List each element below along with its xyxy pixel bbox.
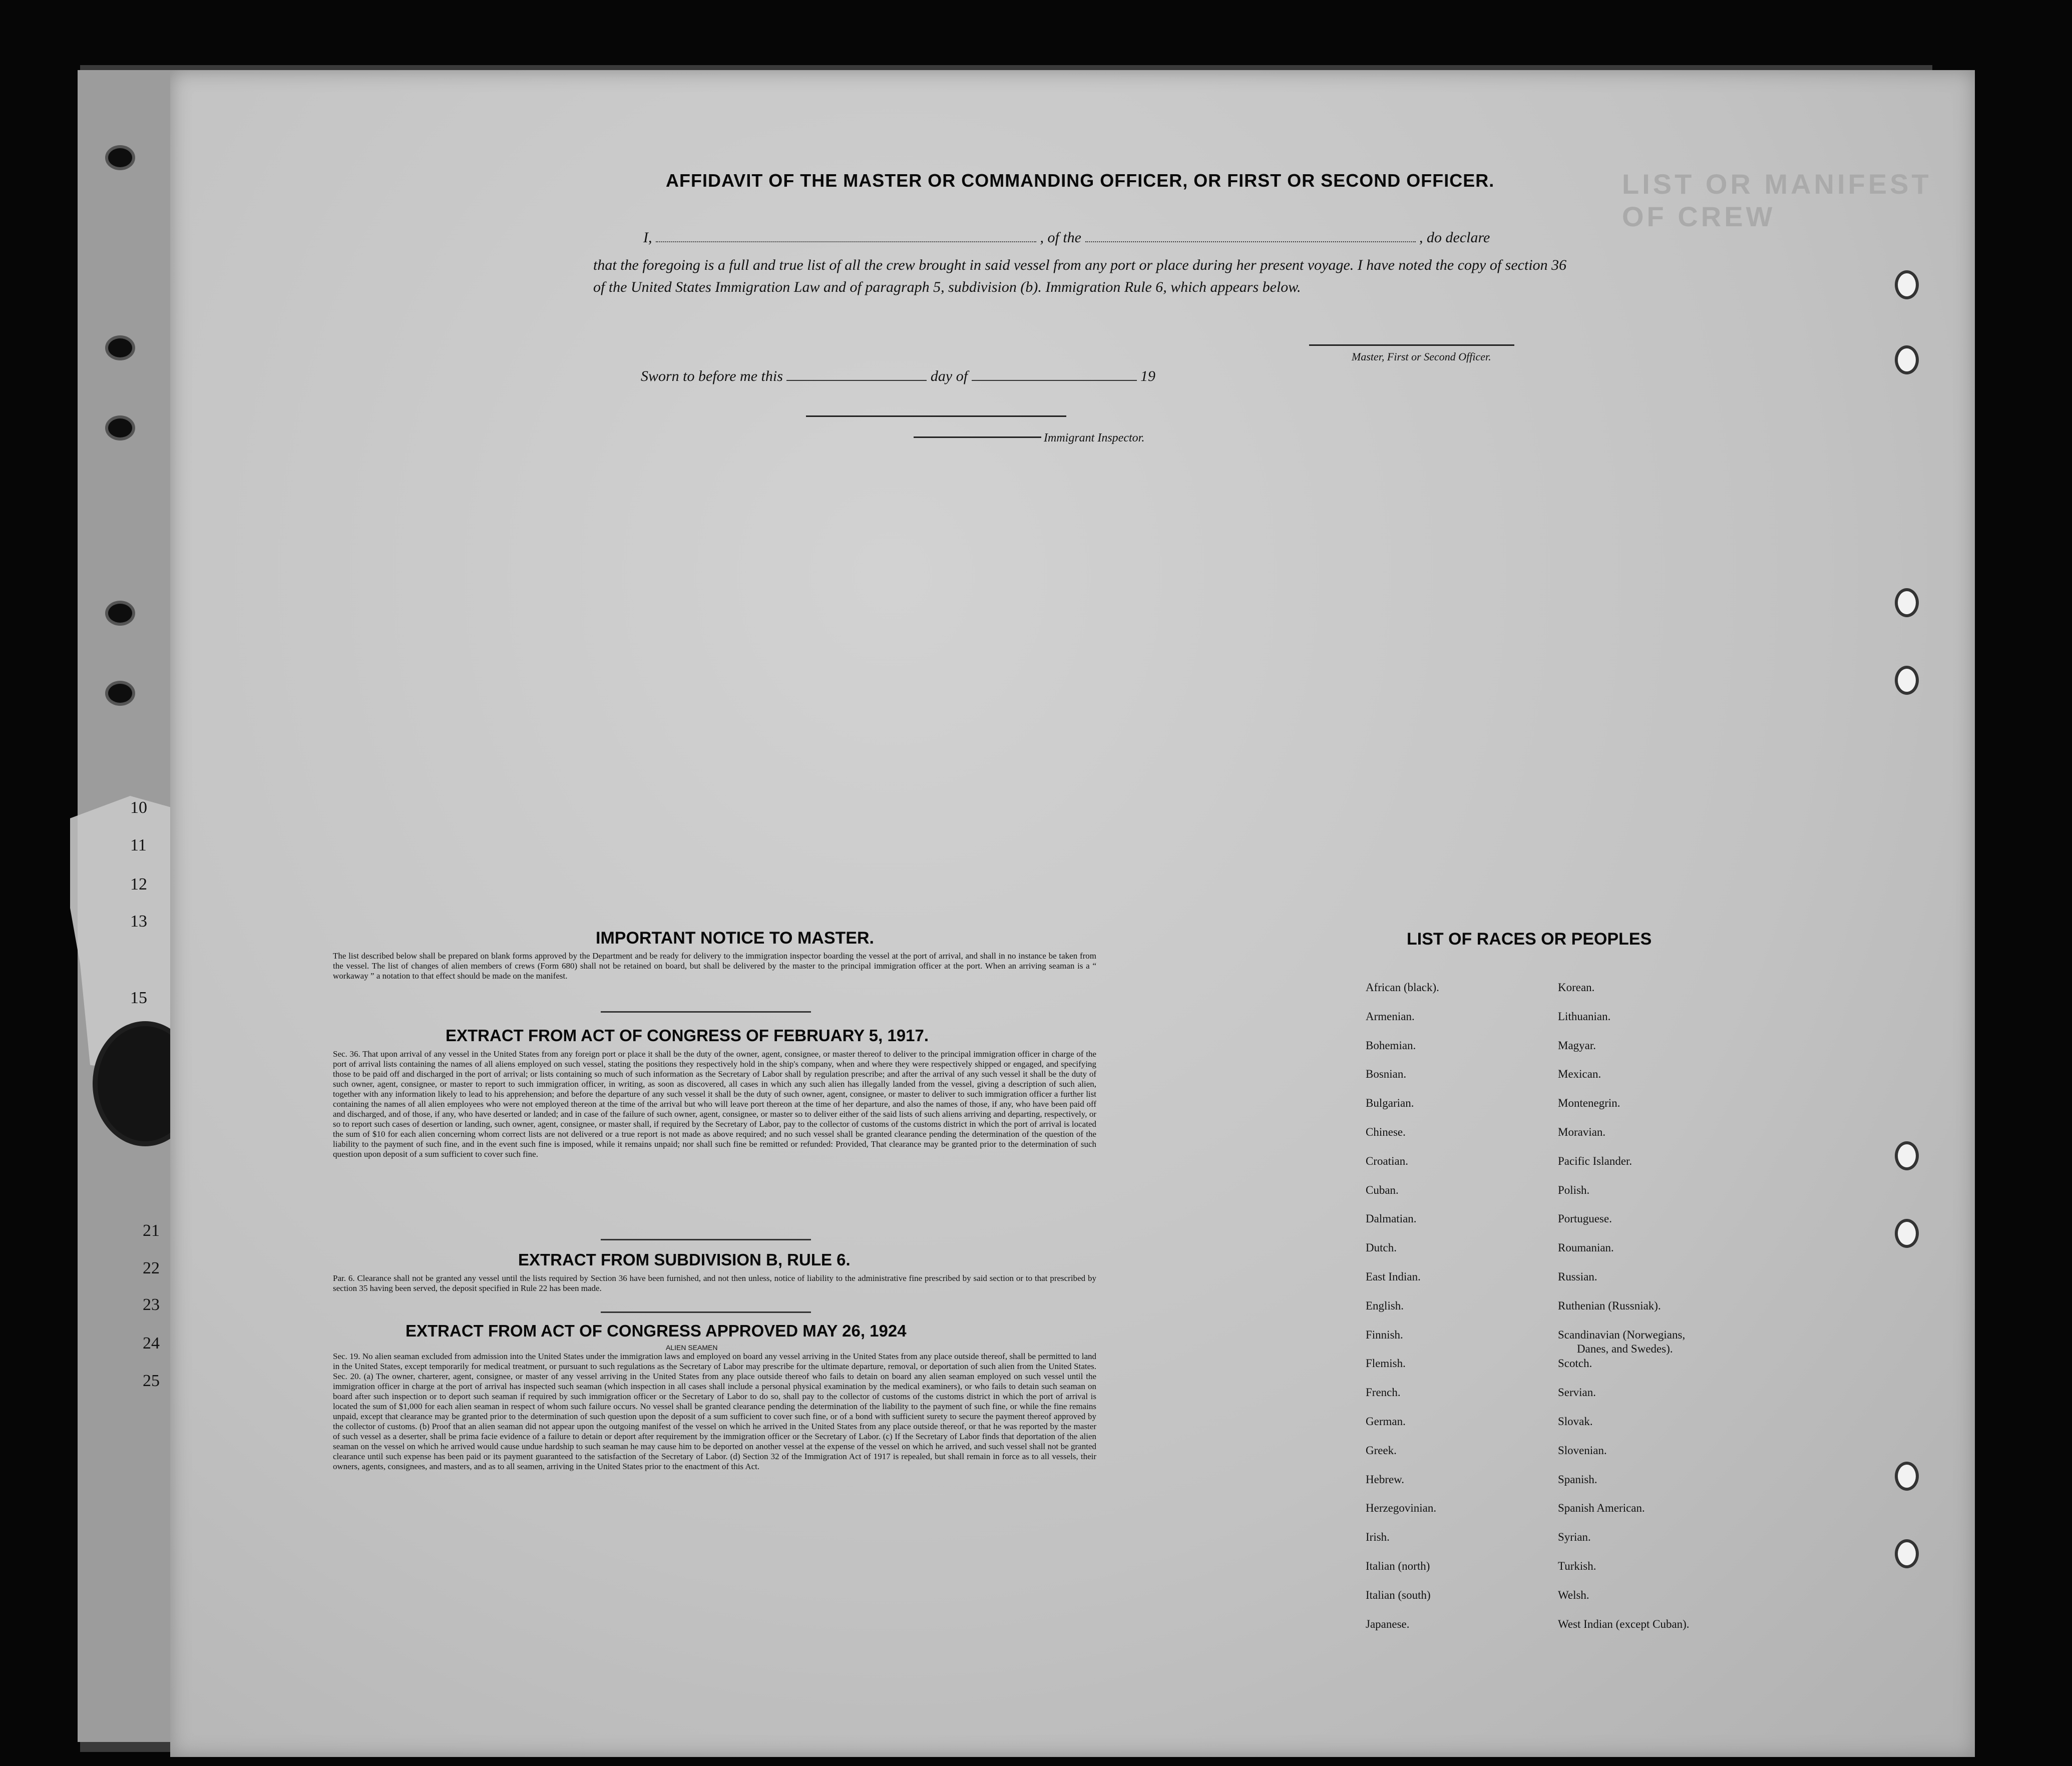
race-entry: Pacific Islander. — [1558, 1155, 1632, 1167]
inspector-name-line[interactable] — [914, 436, 1041, 438]
race-entry: Scandinavian (Norwegians, — [1558, 1329, 1686, 1341]
race-entry: Mexican. — [1558, 1068, 1601, 1080]
race-entry: Spanish American. — [1558, 1502, 1645, 1514]
section-divider — [601, 1311, 811, 1313]
affidavit-of-the: , of the — [1040, 229, 1081, 246]
race-entry: Armenian. — [1366, 1010, 1415, 1023]
sworn-day-of: day of — [930, 368, 968, 384]
punch-hole — [1895, 1462, 1919, 1491]
race-entry: Bohemian. — [1366, 1039, 1416, 1052]
race-entry: Welsh. — [1558, 1589, 1589, 1601]
race-entry: Portuguese. — [1558, 1212, 1612, 1225]
punch-hole — [1895, 588, 1919, 617]
race-entry: Roumanian. — [1558, 1241, 1614, 1254]
race-entry: Bosnian. — [1366, 1068, 1407, 1080]
vessel-blank[interactable] — [1085, 241, 1416, 242]
notice-body: The list described below shall be prepared on blank forms approved by the Department and be ready for delivery to the immigration inspector boarding the vessel at the port of arrival, and shall in no instance be taken from the vessel. The list of changes of alien members of crews (Form 680) shall not be retained on board, but shall be delivered by the master to the principal immigration officer at the port. When an arriving seaman is a “ workaway ” a notation to that effect should be made on the manifest. — [333, 951, 1096, 981]
race-entry: German. — [1366, 1415, 1406, 1428]
race-entry: Cuban. — [1366, 1184, 1399, 1196]
extract-rule6-title: EXTRACT FROM SUBDIVISION B, RULE 6. — [518, 1250, 851, 1269]
race-entry: Servian. — [1558, 1386, 1596, 1399]
month-blank[interactable] — [972, 380, 1137, 381]
binder-hole — [105, 145, 135, 170]
strip-row-number: 11 — [130, 836, 147, 854]
extract-1917-body: Sec. 36. That upon arrival of any vessel in the United States from any foreign port or place it shall be the duty of the owner, agent, consignee, or master thereof to deliver to the principal immigration officer in charge of the port of arrival lists containing the names of all aliens employed on such vessel, stating the positions they respectively hold in the ship's company, when and where they were respectively shipped or engaged, and specifying those to be paid off and discharged in the port of arrival; or lists containing so much of such information as the Secretary of Labor shall by regulation prescribe; and after the arrival of any such vessel it shall be the duty of such owner, agent, consignee, or master to report to such immigration officer, in writing, as soon as discovered, all cases in which any such alien has illegally landed from the vessel, giving a description of such alien, together with any information likely to lead to his apprehension; and before the departure of any such vessel it shall be the duty of such owner, agent, consignee, or master to deliver to such immigration officer a further list containing the names of all alien employees who were not employed thereon at the time of the arrival but who will leave port thereon at the time of her departure, and also the names of those, if any, who have been paid off and discharged, and of those, if any, who have deserted or landed; and in case of the failure of such owner, agent, consignee, or master so to deliver either of the said lists of such aliens arriving and departing, respectively, or so to report such cases of desertion or landing, such owner, agent, consignee, or master shall, if required by the Secretary of Labor, pay to the collector of customs of the customs district in which the port of arrival is located the sum of $10 for each alien concerning whom correct lists are not delivered or a true report is not made as above required; and no such vessel shall be granted clearance pending the determination of the question of the liability to the payment of such fine, and in the event such fine is imposed, while it remains unpaid; nor shall such fine be remitted or refunded: Provided, That clearance may be granted prior to the determination of such question upon deposit of a sum sufficient to cover such fine. — [333, 1049, 1096, 1159]
section-divider — [601, 1239, 811, 1240]
extract-1924-title: EXTRACT FROM ACT OF CONGRESS APPROVED MAY 26, 1924 — [405, 1321, 907, 1340]
punch-hole — [1895, 1219, 1919, 1248]
section-divider — [601, 1011, 811, 1013]
binder-hole — [105, 601, 135, 626]
extract-rule6-body: Par. 6. Clearance shall not be granted any vessel until the lists required by Section 36 have been furnished, and not then unless, notice of liability to the administrative fine prescribed by said section or to that prescribed by section 35 having been served, the deposit specified in Rule 22 has been made. — [333, 1273, 1096, 1293]
signature-caption: Master, First or Second Officer. — [1352, 350, 1491, 363]
race-entry: Russian. — [1558, 1270, 1597, 1283]
race-entry: Slovak. — [1558, 1415, 1593, 1428]
race-entry: Lithuanian. — [1558, 1010, 1611, 1023]
extract-1917-title: EXTRACT FROM ACT OF CONGRESS OF FEBRUARY 5, 1917. — [446, 1026, 929, 1045]
day-blank[interactable] — [786, 380, 927, 381]
sworn-year: 19 — [1140, 368, 1156, 384]
race-entry: Dutch. — [1366, 1241, 1397, 1254]
punch-hole — [1895, 345, 1919, 374]
race-entry: African (black). — [1366, 981, 1439, 994]
race-entry: West Indian (except Cuban). — [1558, 1618, 1690, 1630]
affidavit-i: I, — [643, 229, 652, 246]
binder-hole — [105, 415, 135, 440]
race-entry: Italian (north) — [1366, 1560, 1430, 1572]
punch-hole — [1895, 666, 1919, 695]
race-entry: Hebrew. — [1366, 1473, 1405, 1486]
sworn-line — [641, 368, 1155, 385]
strip-row-number: 13 — [130, 912, 147, 931]
strip-row-number: 21 — [143, 1221, 160, 1240]
race-entry: Syrian. — [1558, 1531, 1591, 1543]
strip-row-number: 15 — [130, 989, 147, 1007]
race-entry: Polish. — [1558, 1184, 1590, 1196]
race-entry: Flemish. — [1366, 1357, 1406, 1370]
race-entry: Finnish. — [1366, 1329, 1403, 1341]
strip-row-number: 25 — [143, 1372, 160, 1390]
strip-row-number: 23 — [143, 1295, 160, 1314]
race-entry: Korean. — [1558, 981, 1595, 994]
affidavit-declare: , do declare — [1419, 229, 1490, 246]
race-entry: Montenegrin. — [1558, 1097, 1620, 1109]
race-entry: Irish. — [1366, 1531, 1390, 1543]
affidavit-title: AFFIDAVIT OF THE MASTER OR COMMANDING OFFICER, OR FIRST OR SECOND OFFICER. — [666, 170, 1495, 191]
races-title: LIST OF RACES OR PEOPLES — [1407, 930, 1652, 949]
race-entry: English. — [1366, 1299, 1404, 1312]
extract-1924-subtitle: ALIEN SEAMEN — [666, 1344, 718, 1352]
punch-hole — [1895, 270, 1919, 299]
inspector-caption: Immigrant Inspector. — [1044, 431, 1145, 445]
race-entry: East Indian. — [1366, 1270, 1421, 1283]
binder-hole — [105, 335, 135, 360]
signature-line[interactable] — [1309, 344, 1514, 346]
race-entry: Italian (south) — [1366, 1589, 1431, 1601]
race-entry: Magyar. — [1558, 1039, 1596, 1052]
race-entry: Slovenian. — [1558, 1444, 1607, 1457]
race-entry: Dalmatian. — [1366, 1212, 1417, 1225]
race-entry: Herzegovinian. — [1366, 1502, 1437, 1514]
bleed-through-text — [170, 70, 1975, 1757]
punch-hole — [1895, 1141, 1919, 1170]
strip-row-number: 24 — [143, 1334, 160, 1353]
affidavit-declaration-line — [643, 229, 1494, 246]
punch-hole — [1895, 1539, 1919, 1568]
affidavit-body: that the foregoing is a full and true list of all the crew brought in said vessel from any port or place during her present voyage. I have noted the copy of section 36 of the United States Immigration Law and of paragraph 5, subdivision (b). Immigration Rule 6, which appears below. — [593, 257, 1567, 295]
strip-row-number: 12 — [130, 875, 147, 894]
race-entry: Ruthenian (Russniak). — [1558, 1299, 1661, 1312]
bleed-through-header: LIST OR MANIFEST OF CREW — [1622, 168, 1932, 232]
race-entry: Danes, and Swedes). — [1577, 1343, 1673, 1355]
binder-hole — [105, 681, 135, 706]
form-page — [170, 70, 1975, 1757]
race-entry: Scotch. — [1558, 1357, 1592, 1370]
race-entry: Turkish. — [1558, 1560, 1596, 1572]
extract-1924-body: Sec. 19. No alien seaman excluded from admission into the United States under the immigration laws and employed on board any vessel arriving in the United States from any place outside thereof, shall be permitted to land in the United States, except temporarily for medical treatment, or pursuant to such regulations as the Secretary of Labor may prescribe for the ultimate departure, removal, or deportation of such alien from the United States. Sec. 20. (a) The owner, charterer, agent, consignee, or master of any vessel arriving in the United States from any place outside thereof who fails to detain on board any alien seaman employed on such vessel until the immigration officer in charge at the port of arrival has inspected such seaman (which inspection in all cases shall include a personal physical examination by the medical examiners), or who fails to detain such seaman on board after such inspection or to deport such seaman if required by such immigration officer or the Secretary of Labor to do so, shall pay to the collector of customs of the customs district in which the port of arrival is located the sum of $1,000 for each alien seaman in respect of whom such failure occurs. No vessel shall be granted clearance pending the determination of the liability to the payment of such fine, or while the fine remains unpaid, except that clearance may be granted prior to the determination of such question upon the deposit of a sum sufficient to cover such fine, or of a bond with sufficient surety to secure the payment thereof approved by the collector of customs. (b) Proof that an alien seaman did not appear upon the outgoing manifest of the vessel on which he arrived in the United States from any place outside thereof, or that he was reported by the master of such vessel as a deserter, shall be prima facie evidence of a failure to detain or deport after requirement by the immigration officer or the Secretary of Labor. (c) If the Secretary of Labor finds that deportation of the alien seaman on the vessel on which he arrived would cause undue hardship to such seaman he may cause him to be deported on another vessel at the expense of the vessel on which he arrived, and such vessel shall not be granted clearance until such expense has been paid or its payment guaranteed to the satisfaction of the Secretary of Labor. (d) Section 32 of the Immigration Act of 1917 is repealed, but shall remain in force as to all vessels, their owners, agents, consignees, and masters, and as to all seamen, arriving in the United States prior to the enactment of this Act. — [333, 1352, 1096, 1471]
race-entry: Bulgarian. — [1366, 1097, 1414, 1109]
race-entry: Greek. — [1366, 1444, 1397, 1457]
name-blank[interactable] — [656, 241, 1036, 242]
strip-row-number: 10 — [130, 798, 147, 817]
inspector-signature-line[interactable] — [806, 415, 1066, 417]
race-entry: Croatian. — [1366, 1155, 1408, 1167]
race-entry: Moravian. — [1558, 1126, 1606, 1138]
strip-row-number: 22 — [143, 1259, 160, 1277]
race-entry: Japanese. — [1366, 1618, 1410, 1630]
sworn-prefix: Sworn to before me this — [641, 368, 783, 384]
race-entry: Spanish. — [1558, 1473, 1597, 1486]
race-entry: Chinese. — [1366, 1126, 1406, 1138]
notice-title: IMPORTANT NOTICE TO MASTER. — [596, 929, 874, 948]
race-entry: French. — [1366, 1386, 1401, 1399]
